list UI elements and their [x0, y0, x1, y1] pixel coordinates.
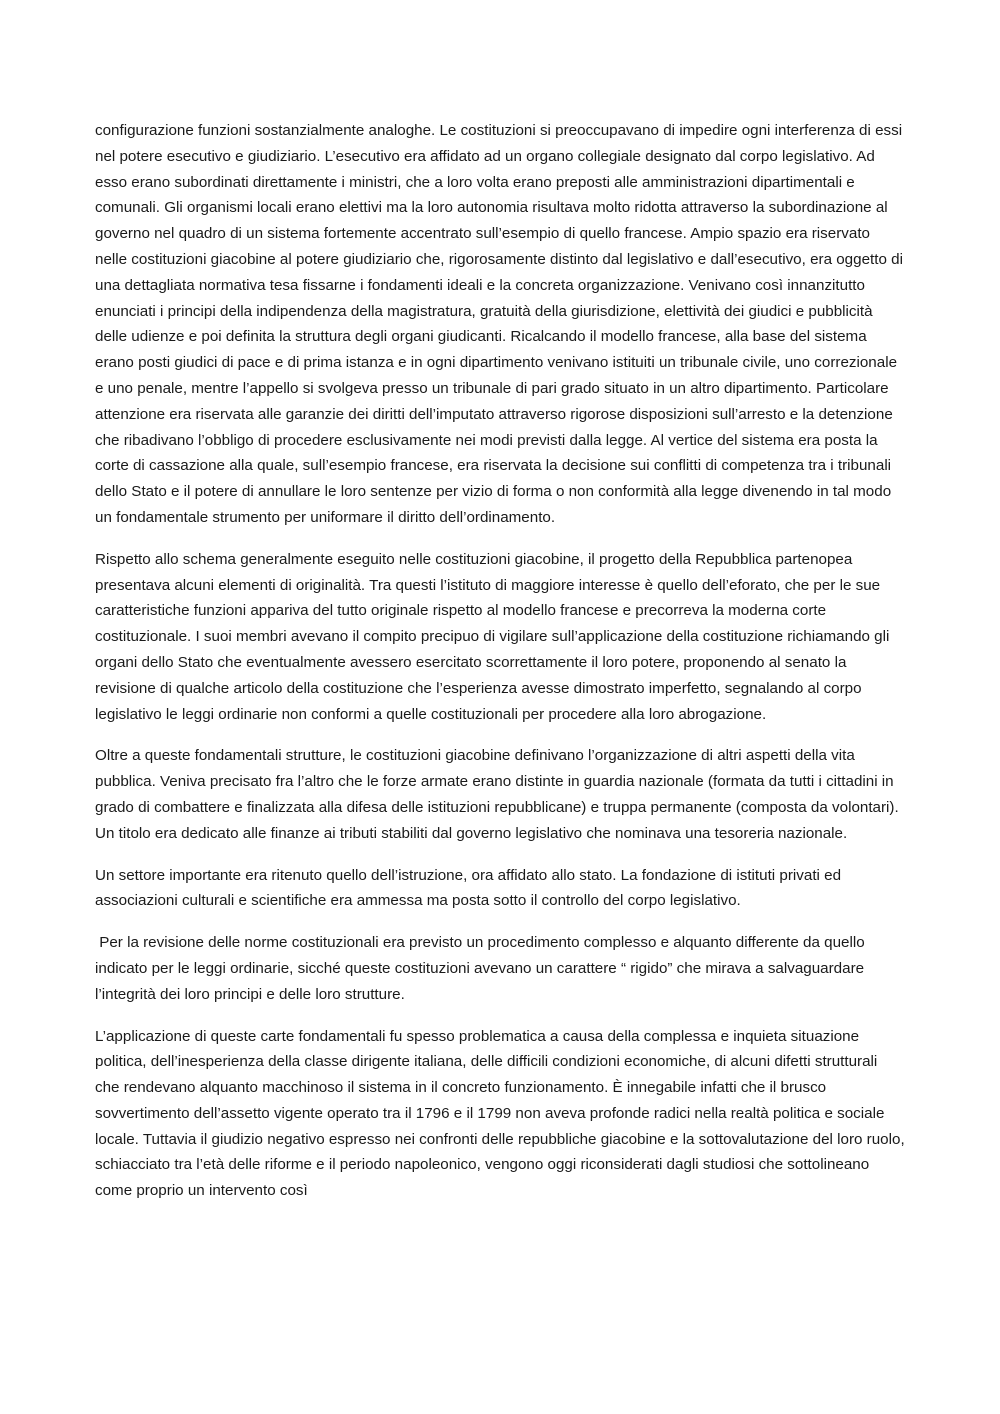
paragraph-5: Per la revisione delle norme costituzionali era previsto un procedimento complesso e alquanto differente da quello indicato per le leggi ordinarie, sicché queste costituzioni avevano un carattere “ rigido” che mirava a salvaguardare l’integrità dei loro principi e delle loro strutture.: [95, 934, 869, 1003]
paragraph-3: Oltre a queste fondamentali strutture, le costituzioni giacobine definivano l’organizzazione di altri aspetti della vita pubblica. Veniva precisato fra l’altro che le forze armate erano distinte in guardia nazionale (formata da tutti i cittadini in grado di combattere e finalizzata alla difesa delle istituzioni repubblicane) e truppa permanente (composta da volontari). Un titolo era dedicato alle finanze ai tributi stabiliti dal governo legislativo che nominava una tesoreria nazionale.: [95, 747, 899, 842]
document-page: [95, 118, 905, 1220]
paragraph-1: configurazione funzioni sostanzialmente analoghe. Le costituzioni si preoccupavano di impedire ogni interferenza di essi nel potere esecutivo e giudiziario. L’esecutivo era affidato ad un organo collegiale designato dal corpo legislativo. Ad esso erano subordinati direttamente i ministri, che a loro volta erano preposti alle amministrazioni dipartimentali e comunali. Gli organismi locali erano elettivi ma la loro autonomia risultava molto ridotta attraverso la subordinazione al governo nel quadro di un sistema fortemente accentrato sull’esempio di quello francese. Ampio spazio era riservato nelle costituzioni giacobine al potere giudiziario che, rigorosamente distinto dal legislativo e dall’esecutivo, era oggetto di una dettagliata normativa tesa fissarne i fondamenti ideali e la concreta organizzazione. Venivano così innanzitutto enunciati i principi della indipendenza della magistratura, gratuità della giurisdizione, elettività dei giudici e pubblicità delle udienze e poi definita la struttura degli organi giudicanti. Ricalcando il modello francese, alla base del sistema erano posti giudici di pace e di prima istanza e in ogni dipartimento venivano istituiti un tribunale civile, uno correzionale e uno penale, mentre l’appello si svolgeva presso un tribunale di pari grado situato in un altro dipartimento. Particolare attenzione era riservata alle garanzie dei diritti dell’imputato attraverso rigorose disposizioni sull’arresto e la detenzione che ribadivano l’obbligo di procedere esclusivamente nei modi previsti dalla legge. Al vertice del sistema era posta la corte di cassazione alla quale, sull’esempio francese, era riservata la decisione sui conflitti di competenza tra i tribunali dello Stato e il potere di annullare le loro sentenze per vizio di forma o non conformità alla legge divenendo in tal modo un fondamentale strumento per uniformare il diritto dell’ordinamento.: [95, 122, 903, 526]
paragraph-4: Un settore importante era ritenuto quello dell’istruzione, ora affidato allo stato. La fondazione di istituti privati ed associazioni culturali e scientifiche era ammessa ma posta sotto il controllo del corpo legislativo.: [95, 866, 842, 910]
paragraph-6: L’applicazione di queste carte fondamentali fu spesso problematica a causa della complessa e inquieta situazione politica, dell’inesperienza della classe dirigente italiana, delle difficili condizioni economiche, di alcuni difetti strutturali che rendevano alquanto macchinoso il sistema in il concreto funzionamento. È innegabile infatti che il brusco sovvertimento dell’assetto vigente operato tra il 1796 e il 1799 non aveva profonde radici nella realtà politica e sociale locale. Tuttavia il giudizio negativo espresso nei confronti delle repubbliche giacobine e la sottovalutazione del loro ruolo, schiacciato tra l’età delle riforme e il periodo napoleonico, vengono oggi riconsiderati dagli studiosi che sottolineano come proprio un intervento così: [95, 1027, 905, 1200]
paragraph-2: Rispetto allo schema generalmente eseguito nelle costituzioni giacobine, il progetto della Repubblica partenopea presentava alcuni elementi di originalità. Tra questi l’istituto di maggiore interesse è quello dell’eforato, che per le sue caratteristiche funzioni appariva del tutto originale rispetto al modello francese e precorreva la moderna corte costituzionale. I suoi membri avevano il compito precipuo di vigilare sull’applicazione della costituzione richiamando gli organi dello Stato che eventualmente avessero esercitato scorrettamente il loro potere, proponendo al senato la revisione di qualche articolo della costituzione che l’esperienza avesse dimostrato imperfetto, segnalando al corpo legislativo le leggi ordinarie non conformi a quelle costituzionali per procedere alla loro abrogazione.: [95, 550, 890, 723]
